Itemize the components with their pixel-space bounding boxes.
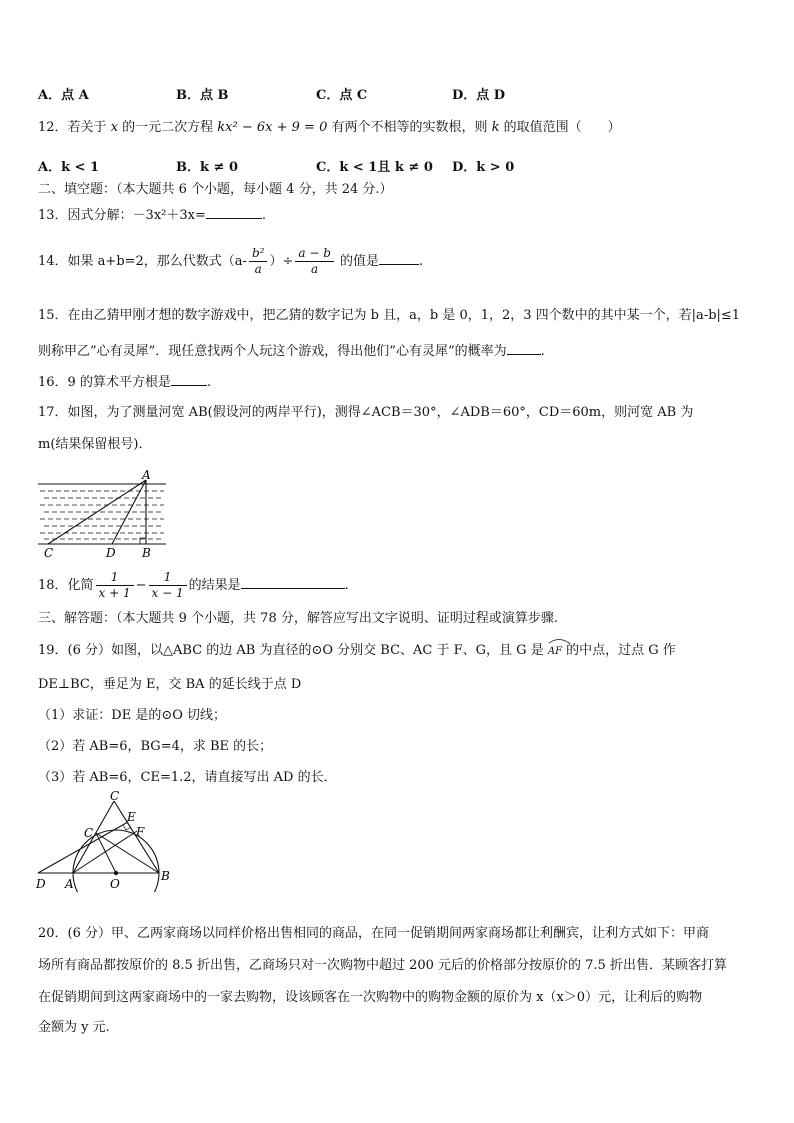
q11-option-d[interactable]: D．点 D xyxy=(452,88,506,103)
q19-sub3: （3）若 AB=6，CE=1.2，请直接写出 AD 的长． xyxy=(38,770,337,785)
line-de xyxy=(38,822,128,873)
q12-var-k: k xyxy=(491,120,500,135)
q12-option-b[interactable]: B．k ≠ 0 xyxy=(176,160,238,175)
line-ac xyxy=(73,801,114,873)
q14-end: . xyxy=(419,254,424,269)
label-d: D xyxy=(36,877,46,891)
q17-river-figure xyxy=(36,468,168,560)
q14-suffix: 的值是 xyxy=(335,254,380,269)
label-a: A xyxy=(65,877,74,891)
label-b: B xyxy=(161,869,170,883)
q19-line2: DE⊥BC，垂足为 E，交 BA 的延长线于点 D xyxy=(38,677,302,692)
q16-answer-blank[interactable] xyxy=(171,373,207,386)
q16-text: 16．9 的算术平方根是 xyxy=(38,375,171,390)
section3-heading: 三、解答题：（本大题共 9 个小题，共 78 分，解答应写出文字说明、证明过程或演算步骤. xyxy=(38,611,558,626)
q14-prefix: 14．如果 a+b=2，那么代数式（a- xyxy=(38,254,247,269)
q18-fraction-2 xyxy=(149,570,187,601)
q14-frac2-denominator: a xyxy=(311,262,319,276)
q12-option-c[interactable]: C．k < 1且 k ≠ 0 xyxy=(316,160,433,175)
line-af xyxy=(73,831,137,873)
q15-line2 xyxy=(38,342,545,361)
q14-fraction-2 xyxy=(295,246,334,277)
q13 xyxy=(38,206,266,225)
q20-line1: 20．(6 分）甲、乙两家商场以同样价格出售相同的商品，在同一促销期间两家商场都让利酬宾，让利方式如下：甲商 xyxy=(38,926,710,941)
river-banks xyxy=(38,484,166,544)
q14-fraction-1 xyxy=(249,246,268,277)
label-e: E xyxy=(127,810,136,824)
q18-frac2-numerator: 1 xyxy=(149,570,187,586)
label-c: C xyxy=(44,546,54,560)
q17-line1: 17．如图，为了测量河宽 AB(假设河的两岸平行)，测得∠ACB＝30°，∠ADB＝60°，CD＝60m，则河宽 AB 为 xyxy=(38,405,694,420)
q14-frac1-numerator: b² xyxy=(249,246,268,262)
q16 xyxy=(38,373,211,392)
q12-var-x: x xyxy=(110,120,119,135)
center-dot xyxy=(114,871,118,875)
label-d: D xyxy=(106,546,116,560)
label-g: C xyxy=(84,826,94,840)
q19-line1-end: 的中点，过点 G 作 xyxy=(566,643,676,658)
label-o: O xyxy=(110,877,120,891)
q14-frac1-denominator: a xyxy=(254,262,262,276)
label-f: F xyxy=(136,825,145,839)
q12-stem xyxy=(38,119,621,137)
q19-sub1: （1）求证：DE 是的⊙O 切线； xyxy=(38,708,226,723)
label-c-top: C xyxy=(110,789,120,803)
q12-equation: kx² − 6x + 9 = 0 xyxy=(217,120,328,135)
q19-arc-label: AF xyxy=(547,646,563,657)
q20-line4: 金额为 y 元. xyxy=(38,1020,110,1035)
q15-answer-blank[interactable] xyxy=(507,342,541,355)
q12-option-a[interactable]: A．k < 1 xyxy=(38,160,100,175)
q18-minus: − xyxy=(135,578,147,593)
q14-mid: ）÷ xyxy=(269,254,294,269)
q12-stem-part: 有两个不相等的实数根，则 xyxy=(327,120,492,135)
q12-stem-part: 12．若关于 xyxy=(38,120,111,135)
water-dashes xyxy=(40,491,164,539)
arc-mark-icon xyxy=(548,638,570,644)
q11-option-c[interactable]: C．点 C xyxy=(316,88,368,103)
q15-line2-text: 则称甲乙”心有灵犀”．现任意找两个人玩这个游戏，得出他们”心有灵犀”的概率为 xyxy=(38,344,507,359)
q14-frac2-numerator: a − b xyxy=(295,246,334,262)
q17-line2: m(结果保留根号)． xyxy=(38,437,152,452)
q19-line1-text: 19．(6 分）如图，以△ABC 的边 AB 为直径的⊙O 分别交 BC、AC 于 F、G，且 G 是 xyxy=(38,643,544,658)
label-a: A xyxy=(142,468,151,482)
q18-end: . xyxy=(344,578,349,593)
q12-option-d[interactable]: D．k > 0 xyxy=(452,160,515,175)
q16-end: . xyxy=(206,375,212,390)
q19-circle-figure xyxy=(34,788,180,892)
q18-frac1-numerator: 1 xyxy=(96,570,134,586)
section2-heading: 二、填空题：（本大题共 6 个小题，每小题 4 分，共 24 分.） xyxy=(38,182,393,197)
q14 xyxy=(38,246,423,277)
q13-answer-blank[interactable] xyxy=(206,206,262,219)
q19-sub2: （2）若 AB=6，BG=4，求 BE 的长； xyxy=(38,739,273,754)
q11-option-a[interactable]: A．点 A xyxy=(38,88,89,103)
q12-stem-part: 的一元二次方程 xyxy=(118,120,218,135)
q18-answer-blank[interactable] xyxy=(241,576,345,589)
q20-line2: 场所有商品都按原价的 8.5 折出售，乙商场只对一次购物中超过 200 元后的价格部分按原价的 7.5 折出售．某顾客打算 xyxy=(38,958,727,973)
q19-line1 xyxy=(38,640,676,661)
q19-arc-af xyxy=(548,640,562,661)
q18 xyxy=(38,570,349,602)
q14-answer-blank[interactable] xyxy=(379,252,419,265)
q18-suffix: 的结果是 xyxy=(188,578,241,593)
q18-frac1-denominator: x + 1 xyxy=(98,586,131,600)
q13-text: 13．因式分解：－3x²＋3x= xyxy=(38,208,206,223)
q18-prefix: 18．化简 xyxy=(38,578,94,593)
q12-stem-part: 的取值范围（ ） xyxy=(499,120,621,135)
q18-frac2-denominator: x − 1 xyxy=(151,586,184,600)
label-b: B xyxy=(142,546,151,560)
q15-line1: 15．在由乙猜甲刚才想的数字游戏中，把乙猜的数字记为 b 且，a，b 是 0，1，2，3 四个数中的其中某一个，若|a-b|≤1 xyxy=(38,308,741,323)
q15-end: . xyxy=(540,344,545,359)
q13-end: . xyxy=(261,208,266,223)
q11-option-b[interactable]: B．点 B xyxy=(176,88,229,103)
q18-fraction-1 xyxy=(96,570,134,601)
q20-line3: 在促销期间到这两家商场中的一家去购物，设该顾客在一次购物中的购物金额的原价为 x（x＞0）元，让利后的购物 xyxy=(38,990,703,1005)
